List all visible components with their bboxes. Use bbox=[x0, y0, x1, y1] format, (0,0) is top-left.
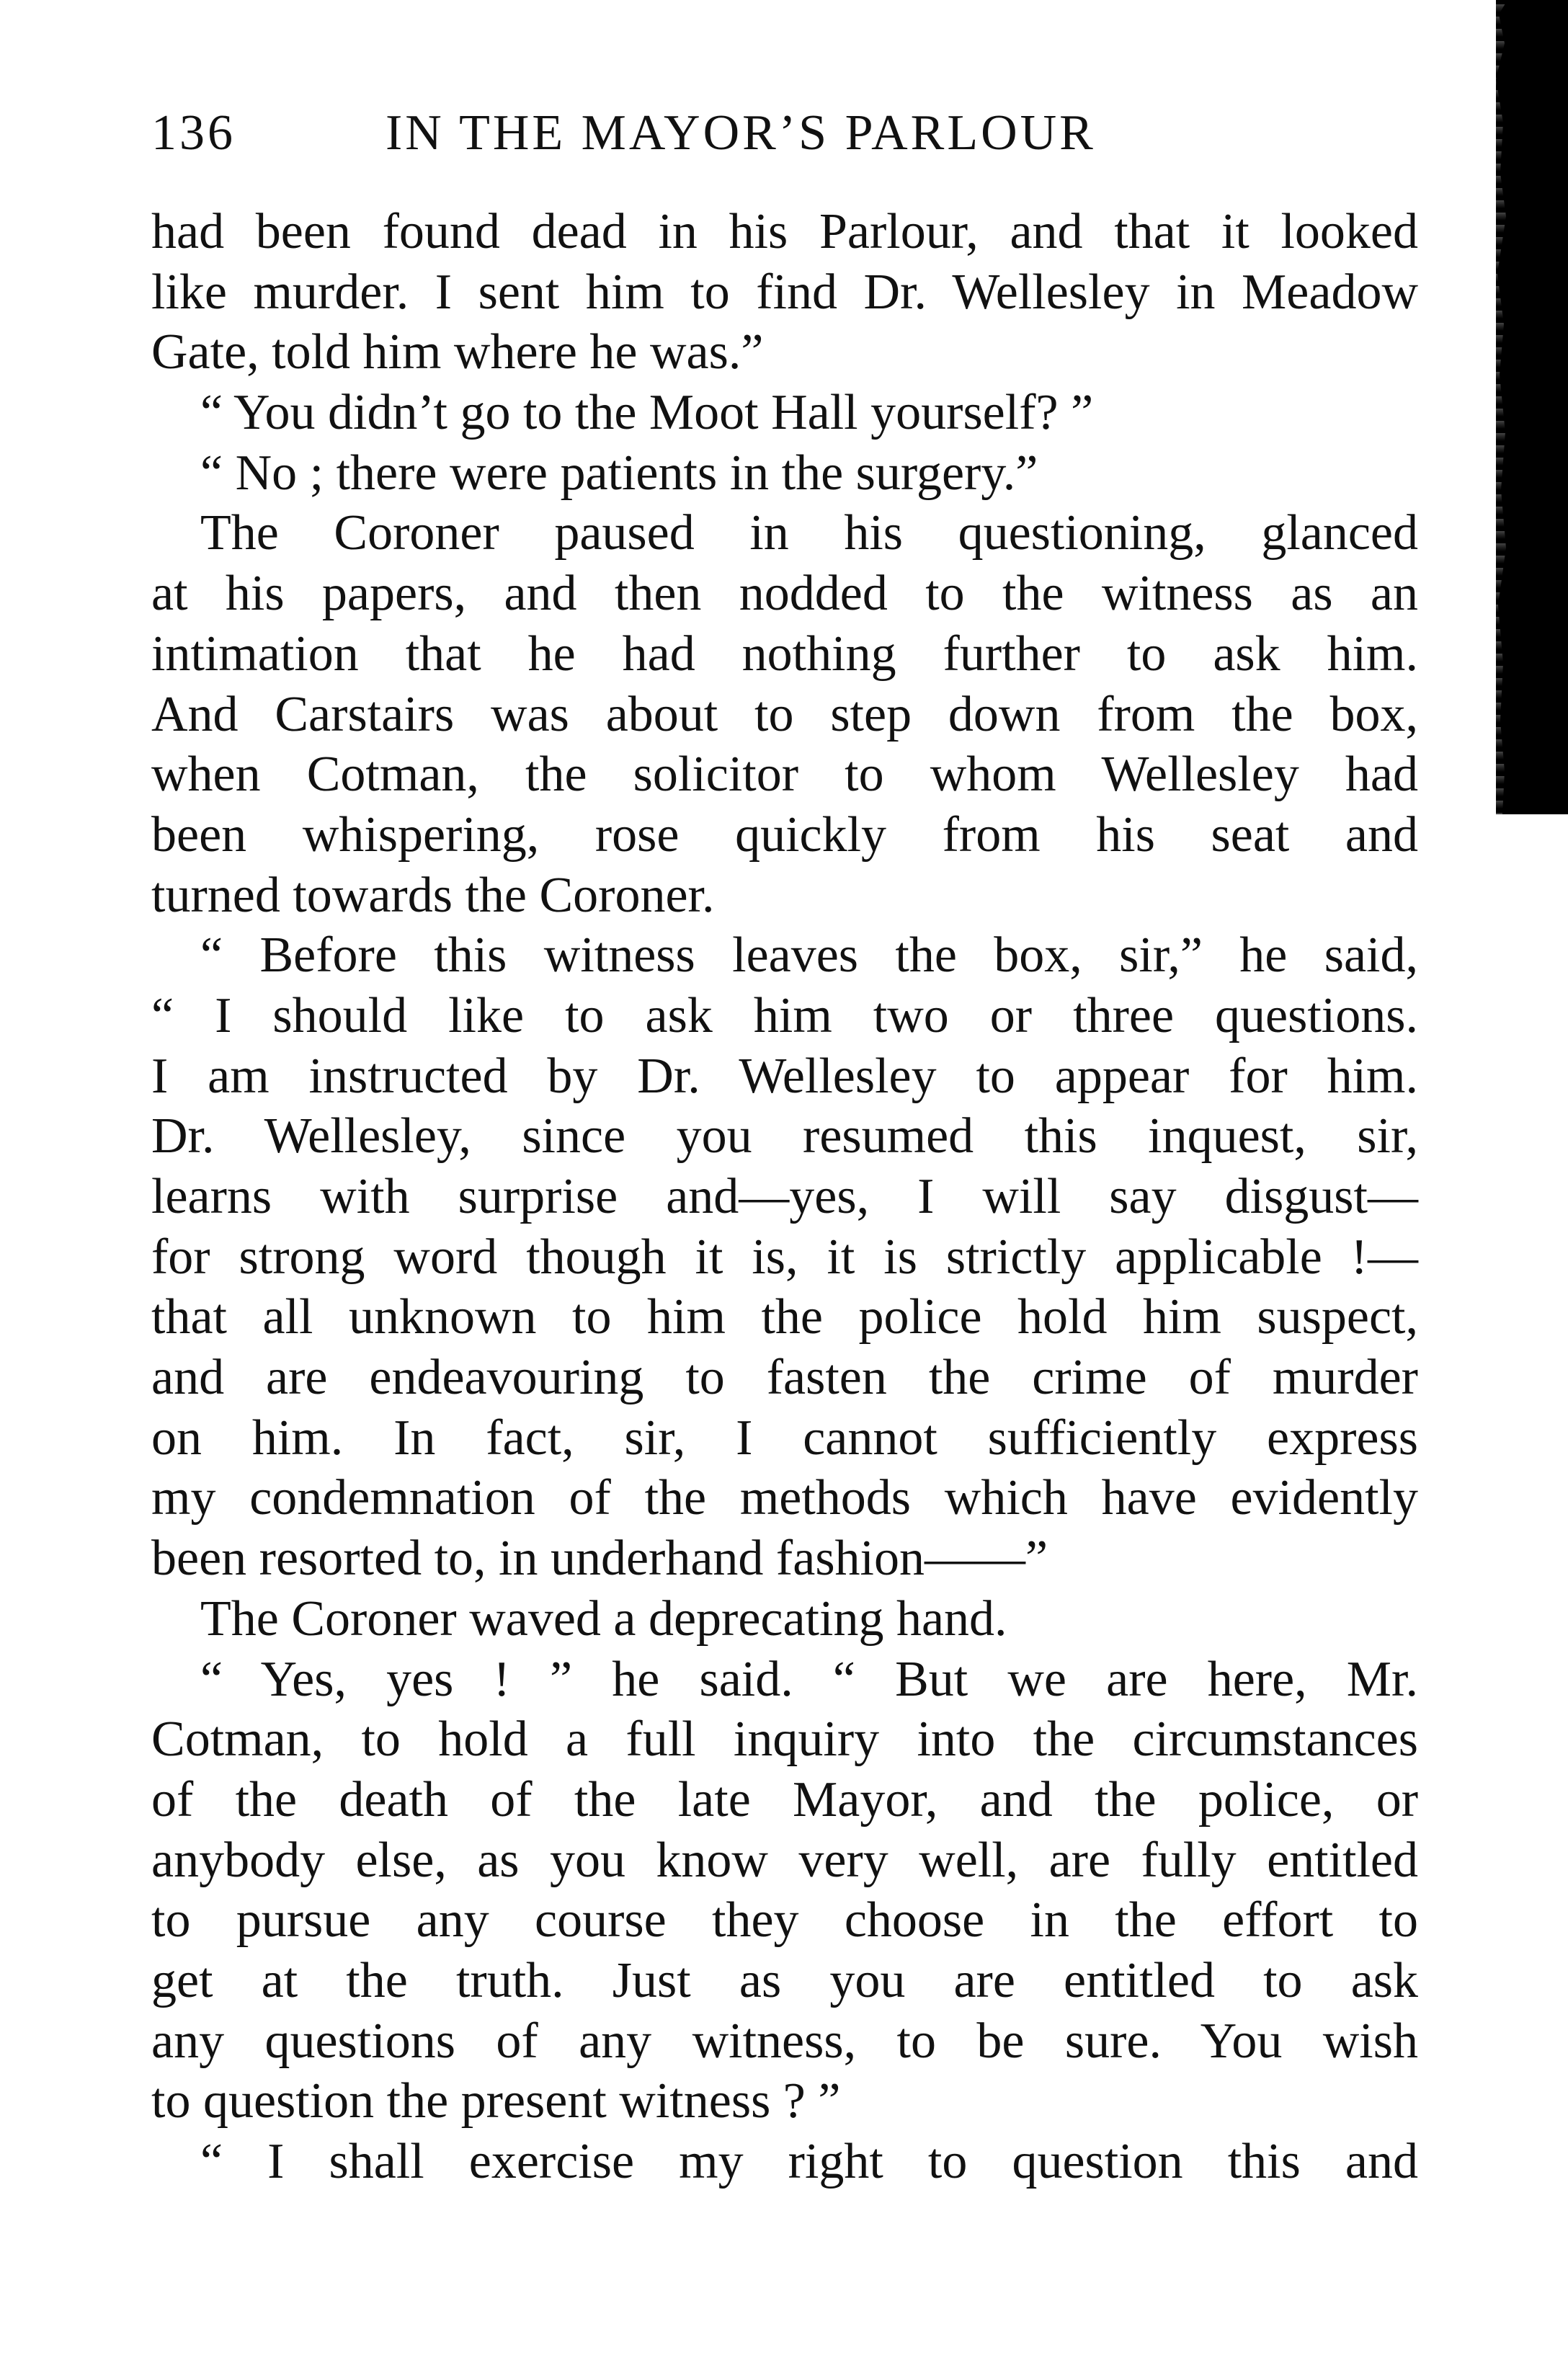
text-line: The Coroner waved a deprecating hand. bbox=[200, 1590, 1007, 1647]
text-line: of the death of the late Mayor, and the police, or bbox=[151, 1771, 1418, 1828]
text-line: for strong word though it is, it is strictly applicable !— bbox=[151, 1229, 1418, 1285]
text-line: The Coroner paused in his questioning, glanced bbox=[200, 505, 1418, 561]
text-line: Dr. Wellesley, since you resumed this inquest, sir, bbox=[151, 1108, 1418, 1165]
text-line: like murder. I sent him to find Dr. Wellesley in Meadow bbox=[151, 264, 1418, 320]
text-line: when Cotman, the solicitor to whom Wellesley had bbox=[151, 747, 1418, 803]
text-line: And Carstairs was about to step down from the box, bbox=[151, 686, 1418, 742]
text-line: “ I shall exercise my right to question this and bbox=[200, 2134, 1418, 2189]
text-line: to question the present witness ? ” bbox=[151, 2073, 841, 2129]
running-head bbox=[151, 94, 1434, 173]
running-title: IN THE MAYOR’S PARLOUR bbox=[386, 105, 1096, 161]
text-line: learns with surprise and—yes, I will say disgust— bbox=[151, 1169, 1418, 1224]
text-line: “ I should like to ask him two or three questions. bbox=[151, 987, 1418, 1043]
text-line: and are endeavouring to fasten the crime of murder bbox=[151, 1350, 1418, 1406]
text-line: turned towards the Coroner. bbox=[151, 867, 715, 923]
text-line: Gate, told him where he was.” bbox=[151, 324, 764, 380]
text-line: my condemnation of the methods which have evidently bbox=[151, 1470, 1418, 1526]
text-line: at his papers, and then nodded to the witness as an bbox=[151, 566, 1418, 622]
text-line: any questions of any witness, to be sure. You wish bbox=[151, 2013, 1418, 2069]
scanned-page-edge-shadow bbox=[1506, 0, 1568, 814]
text-line: intimation that he had nothing further to ask him. bbox=[151, 626, 1418, 682]
text-line: had been found dead in his Parlour, and that it looked bbox=[151, 204, 1418, 259]
body-text bbox=[151, 202, 1418, 2192]
text-line: that all unknown to him the police hold him suspect, bbox=[151, 1289, 1418, 1345]
text-line: on him. In fact, sir, I cannot sufficiently express bbox=[151, 1410, 1418, 1466]
text-line: Cotman, to hold a full inquiry into the circumstances bbox=[151, 1711, 1418, 1768]
text-line: “ Yes, yes ! ” he said. “ But we are here, Mr. bbox=[200, 1651, 1418, 1707]
text-line: “ You didn’t go to the Moot Hall yourself? ” bbox=[200, 385, 1094, 441]
page-number: 136 bbox=[151, 105, 236, 161]
text-line: I am instructed by Dr. Wellesley to appear for him. bbox=[151, 1048, 1418, 1104]
text-line: been whispering, rose quickly from his seat and bbox=[151, 806, 1418, 863]
text-line: anybody else, as you know very well, are fully entitled bbox=[151, 1832, 1418, 1888]
text-line: to pursue any course they choose in the effort to bbox=[151, 1892, 1418, 1949]
text-line: “ Before this witness leaves the box, sir,” he said, bbox=[200, 927, 1418, 984]
page-edge-texture bbox=[1479, 0, 1507, 814]
text-line: been resorted to, in underhand fashion——” bbox=[151, 1531, 1048, 1587]
text-line: get at the truth. Just as you are entitled to ask bbox=[151, 1952, 1418, 2008]
text-line: “ No ; there were patients in the surgery.” bbox=[200, 445, 1038, 501]
